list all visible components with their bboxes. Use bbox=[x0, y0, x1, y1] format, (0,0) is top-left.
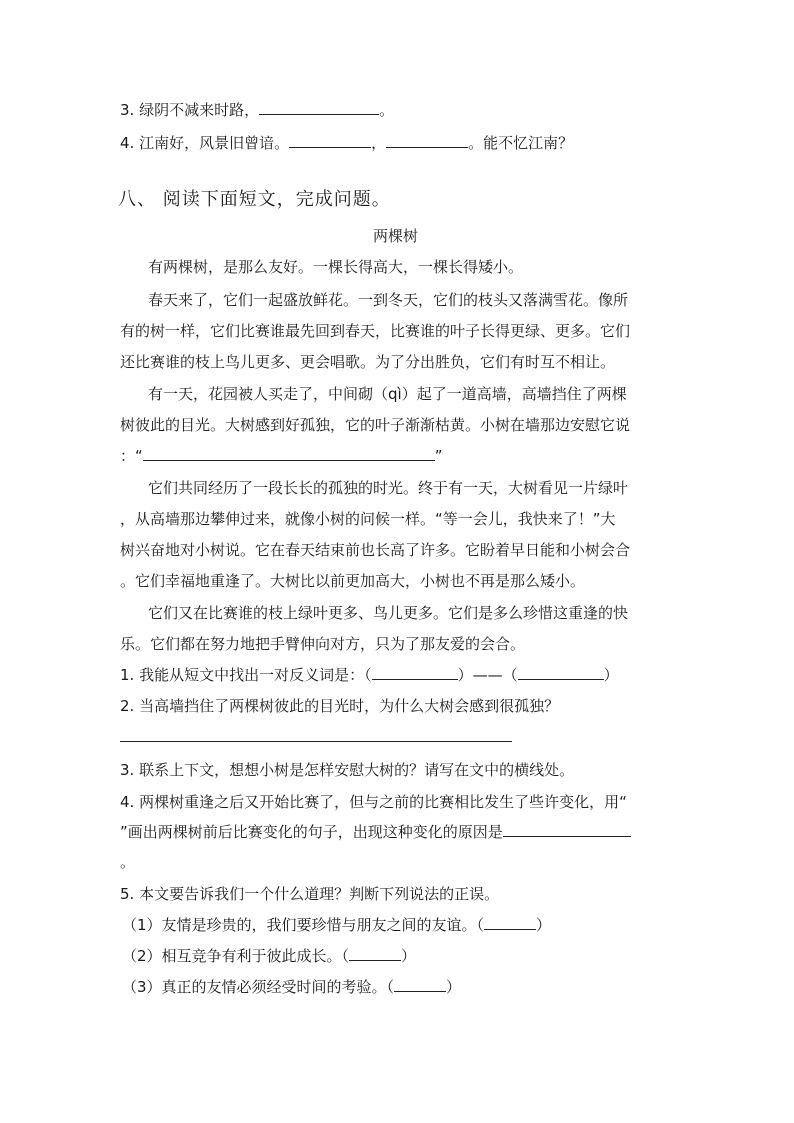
q3-text: 3. 绿阴不减来时路， bbox=[120, 101, 260, 119]
q5-item-2 bbox=[122, 946, 416, 966]
q4-end: 。能不忆江南？ bbox=[468, 134, 574, 152]
passage-line: 春天来了，它们一起盛放鲜花。一到冬天，它们的枝头又落满雪花。像所 bbox=[148, 291, 629, 309]
passage-line: 乐。它们都在努力地把手臂伸向对方，只为了那友爱的会合。 bbox=[120, 635, 526, 653]
q1-end: ） bbox=[603, 666, 619, 684]
section-heading: 八、 阅读下面短文，完成问题。 bbox=[118, 189, 391, 210]
q5-item-1 bbox=[122, 915, 551, 935]
passage-line: 树彼此的目光。大树感到好孤独，它的叶子渐渐枯黄。小树在墙那边安慰它说 bbox=[120, 416, 631, 434]
q5-close: ） bbox=[401, 947, 417, 965]
q1-mid: ）——（ bbox=[457, 666, 518, 684]
q5-close: ） bbox=[446, 978, 462, 996]
q5-item-2-blank[interactable] bbox=[349, 946, 401, 961]
q5-item-text: （1）友情是珍贵的，我们要珍惜与朋友之间的友谊。（ bbox=[122, 916, 485, 934]
passage-line: 有的树一样，它们比赛谁最先回到春天，比赛谁的叶子长得更绿、更多。它们 bbox=[120, 322, 631, 340]
fill-in-question-4 bbox=[120, 133, 573, 153]
question-4-line-2 bbox=[120, 822, 631, 842]
q5-item-3 bbox=[122, 977, 461, 997]
q1-blank-1[interactable] bbox=[372, 665, 458, 680]
passage-line: 。它们幸福地重逢了。大树比以前更加高大，小树也不再是那么矮小。 bbox=[120, 572, 586, 590]
q3-end: 。 bbox=[379, 101, 395, 119]
passage-line: 它们共同经历了一段长长的孤独的时光。终于有一天，大树看见一片绿叶 bbox=[148, 479, 629, 497]
q5-close: ） bbox=[536, 916, 552, 934]
question-1 bbox=[120, 665, 619, 685]
q5-item-text: （3）真正的友情必须经受时间的考验。（ bbox=[122, 978, 395, 996]
q4-text: ”画出两棵树前后比赛变化的句子，出现这种变化的原因是 bbox=[120, 823, 503, 841]
q1-text: 1. 我能从短文中找出一对反义词是：（ bbox=[120, 666, 372, 684]
quote-open: ：“ bbox=[120, 447, 143, 465]
q5-item-1-blank[interactable] bbox=[484, 915, 536, 930]
q5-item-text: （2）相互竞争有利于彼此成长。（ bbox=[122, 947, 350, 965]
question-4-line-1: 4. 两棵树重逢之后又开始比赛了，但与之前的比赛相比发生了些许变化，用“ bbox=[120, 793, 627, 811]
passage-line: 有一天，花园被人买走了，中间砌（qì）起了一道高墙，高墙挡住了两棵 bbox=[148, 385, 627, 403]
passage-line: 树兴奋地对小树说。它在春天结束前也长高了许多。它盼着早日能和小树会合 bbox=[120, 541, 631, 559]
q4-sep: ， bbox=[371, 134, 387, 152]
q4-text: 4. 江南好，风景旧曾谙。 bbox=[120, 134, 290, 152]
passage-title: 两棵树 bbox=[373, 227, 419, 245]
passage-line: 还比赛谁的枝上鸟儿更多、更会唱歌。为了分出胜负，它们有时互不相让。 bbox=[120, 353, 616, 371]
passage-line: ，从高墙那边攀伸过来，就像小树的问候一样。“等一会儿，我快来了！”大 bbox=[120, 510, 616, 528]
quote-close: ” bbox=[434, 447, 443, 465]
question-4-end: 。 bbox=[120, 853, 136, 871]
q4-reason-blank[interactable] bbox=[503, 822, 631, 837]
q3-blank[interactable] bbox=[259, 100, 379, 115]
q5-item-3-blank[interactable] bbox=[394, 977, 446, 992]
passage-line: 它们又在比赛谁的枝上绿叶更多、鸟儿更多。它们是多么珍惜这重逢的快 bbox=[148, 604, 629, 622]
passage-line: 有两棵树，是那么友好。一棵长得高大，一棵长得矮小。 bbox=[148, 258, 524, 276]
question-3: 3. 联系上下文，想想小树是怎样安慰大树的？请写在文中的横线处。 bbox=[120, 761, 575, 779]
comfort-answer-blank[interactable] bbox=[143, 446, 435, 461]
passage-quote-line bbox=[120, 446, 443, 466]
fill-in-question-3 bbox=[120, 100, 394, 120]
question-2: 2. 当高墙挡住了两棵树彼此的目光时，为什么大树会感到很孤独？ bbox=[120, 697, 560, 715]
q4-blank-2[interactable] bbox=[386, 133, 468, 148]
q2-answer-line[interactable] bbox=[120, 741, 512, 742]
question-5: 5. 本文要告诉我们一个什么道理？判断下列说法的正误。 bbox=[120, 885, 500, 903]
q4-blank-1[interactable] bbox=[289, 133, 371, 148]
q1-blank-2[interactable] bbox=[518, 665, 604, 680]
